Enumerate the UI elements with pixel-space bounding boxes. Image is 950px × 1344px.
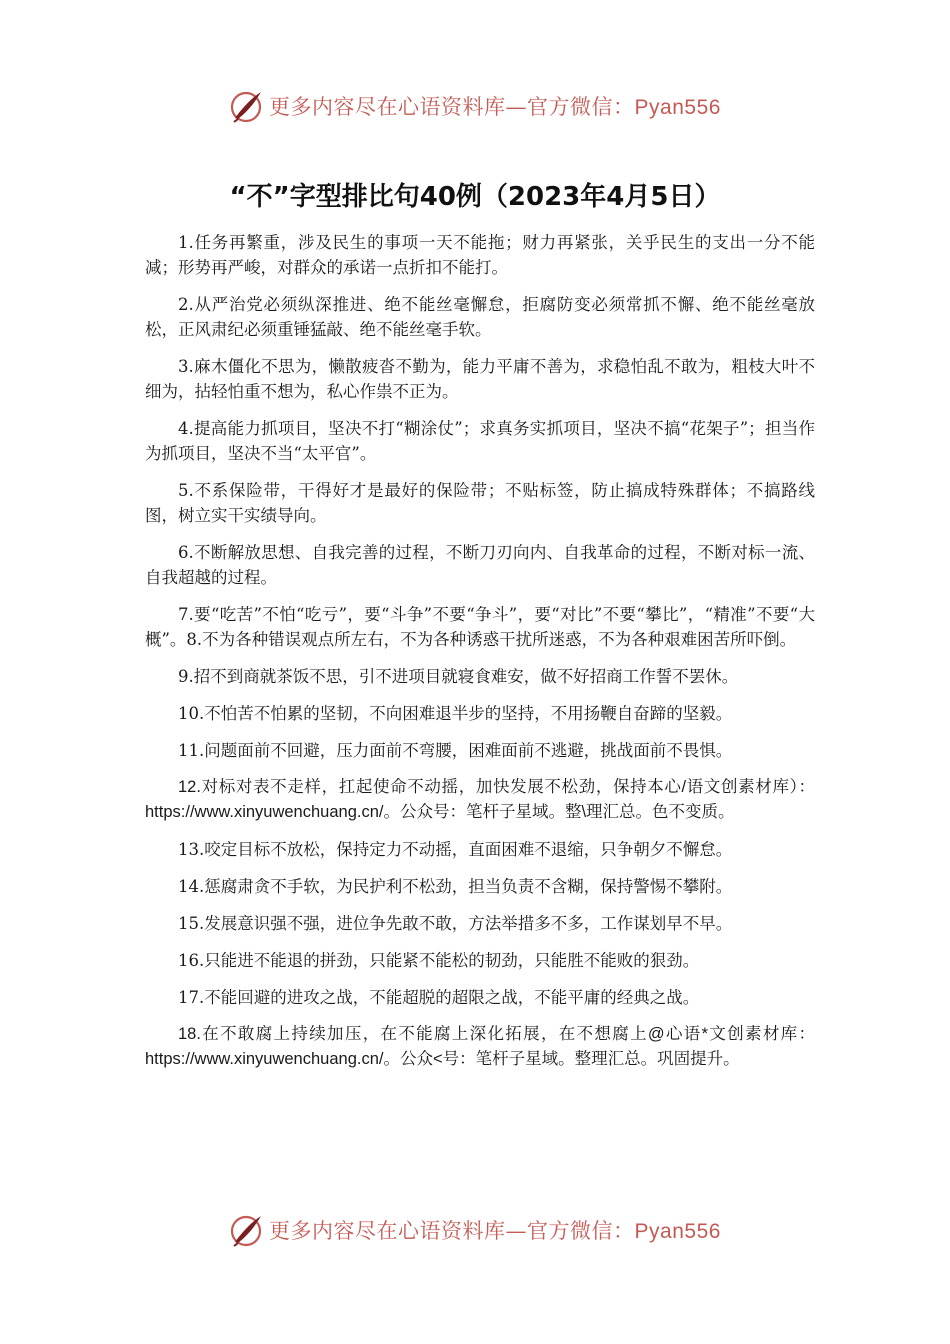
paragraph-16: 16.只能进不能退的拼劲，只能紧不能松的韧劲，只能胜不能败的狠劲。 [178,951,700,970]
wechat-id: Pyan556 [634,96,721,119]
document-title: “不”字型排比句40例（2023年4月5日） [229,182,721,212]
header-banner-text: 更多内容尽在心语资料库—官方微信：Pyan556 [269,95,721,119]
paragraph-4: 4.提高能力抓项目，坚决不打“糊涂仗”；求真务实抓项目，坚决不搞“花架子”；担当作为抓项目，坚决不当“太平官”。 [145,419,815,463]
wechat-id: Pyan556 [634,1220,721,1243]
paragraph-6: 6.不断解放思想、自我完善的过程，不断刀刃向内、自我革命的过程，不断对标一流、自我超越的过程。 [145,543,815,587]
quill-pen-logo-icon [229,1212,265,1248]
paragraph-12: 12.对标对表不走样，扛起使命不动摇，加快发展不松劲，保持本心/语文创素材库）：https://www.xinyuwenchuang.cn/。公众号：笔杆子星域。整\理汇总。色不变质。 [145,778,815,821]
paragraph-5: 5.不系保险带，干得好才是最好的保险带；不贴标签，防止搞成特殊群体；不搞路线图，树立实干实绩导向。 [145,481,815,525]
paragraph-3: 3.麻木僵化不思为，懒散疲沓不勤为，能力平庸不善为，求稳怕乱不敢为，粗枝大叶不细为，拈轻怕重不想为，私心作祟不正为。 [145,357,815,401]
paragraph-14: 14.惩腐肃贪不手软，为民护利不松劲，担当负责不含糊，保持警惕不攀附。 [178,877,733,896]
paragraph-1: 1.任务再繁重，涉及民生的事项一天不能拖；财力再紧张，关乎民生的支出一分不能减；形势再严峻，对群众的承诺一点折扣不能打。 [145,233,815,277]
quill-pen-logo-icon [229,88,265,124]
paragraph-17: 17.不能回避的进攻之战，不能超脱的超限之战，不能平庸的经典之战。 [178,988,700,1007]
paragraph-18: 18.在不敢腐上持续加压，在不能腐上深化拓展，在不想腐上@心语*文创素材库：https://www.xinyuwenchuang.cn/。公众<号：笔杆子星域。整理汇总。巩固提升。 [145,1025,815,1068]
paragraph-13: 13.咬定目标不放松，保持定力不动摇，直面困难不退缩，只争朝夕不懈怠。 [178,840,733,859]
footer-banner-text: 更多内容尽在心语资料库—官方微信：Pyan556 [269,1219,721,1243]
paragraph-9: 9.招不到商就茶饭不思，引不进项目就寝食难安，做不好招商工作誓不罢休。 [178,667,739,686]
paragraph-10: 10.不怕苦不怕累的坚韧，不向困难退半步的坚持，不用扬鞭自奋蹄的坚毅。 [178,704,733,723]
paragraph-2: 2.从严治党必须纵深推进、绝不能丝毫懈怠，拒腐防变必须常抓不懈、绝不能丝毫放松，正风肃纪必须重锤猛敲、绝不能丝毫手软。 [145,295,815,339]
paragraph-11: 11.问题面前不回避，压力面前不弯腰，困难面前不逃避，挑战面前不畏惧。 [178,741,733,760]
paragraph-7: 7.要“吃苦”不怕“吃亏”，要“斗争”不要“争斗”，要“对比”不要“攀比”，“精准”不要“大概”。8.不为各种错误观点所左右，不为各种诱惑干扰所迷惑，不为各种艰难困苦所吓倒。 [145,605,815,649]
footer-banner [0,1208,950,1252]
document-body [145,230,815,1084]
paragraph-15: 15.发展意识强不强，进位争先敢不敢，方法举措多不多，工作谋划早不早。 [178,914,733,933]
header-banner [0,84,950,128]
